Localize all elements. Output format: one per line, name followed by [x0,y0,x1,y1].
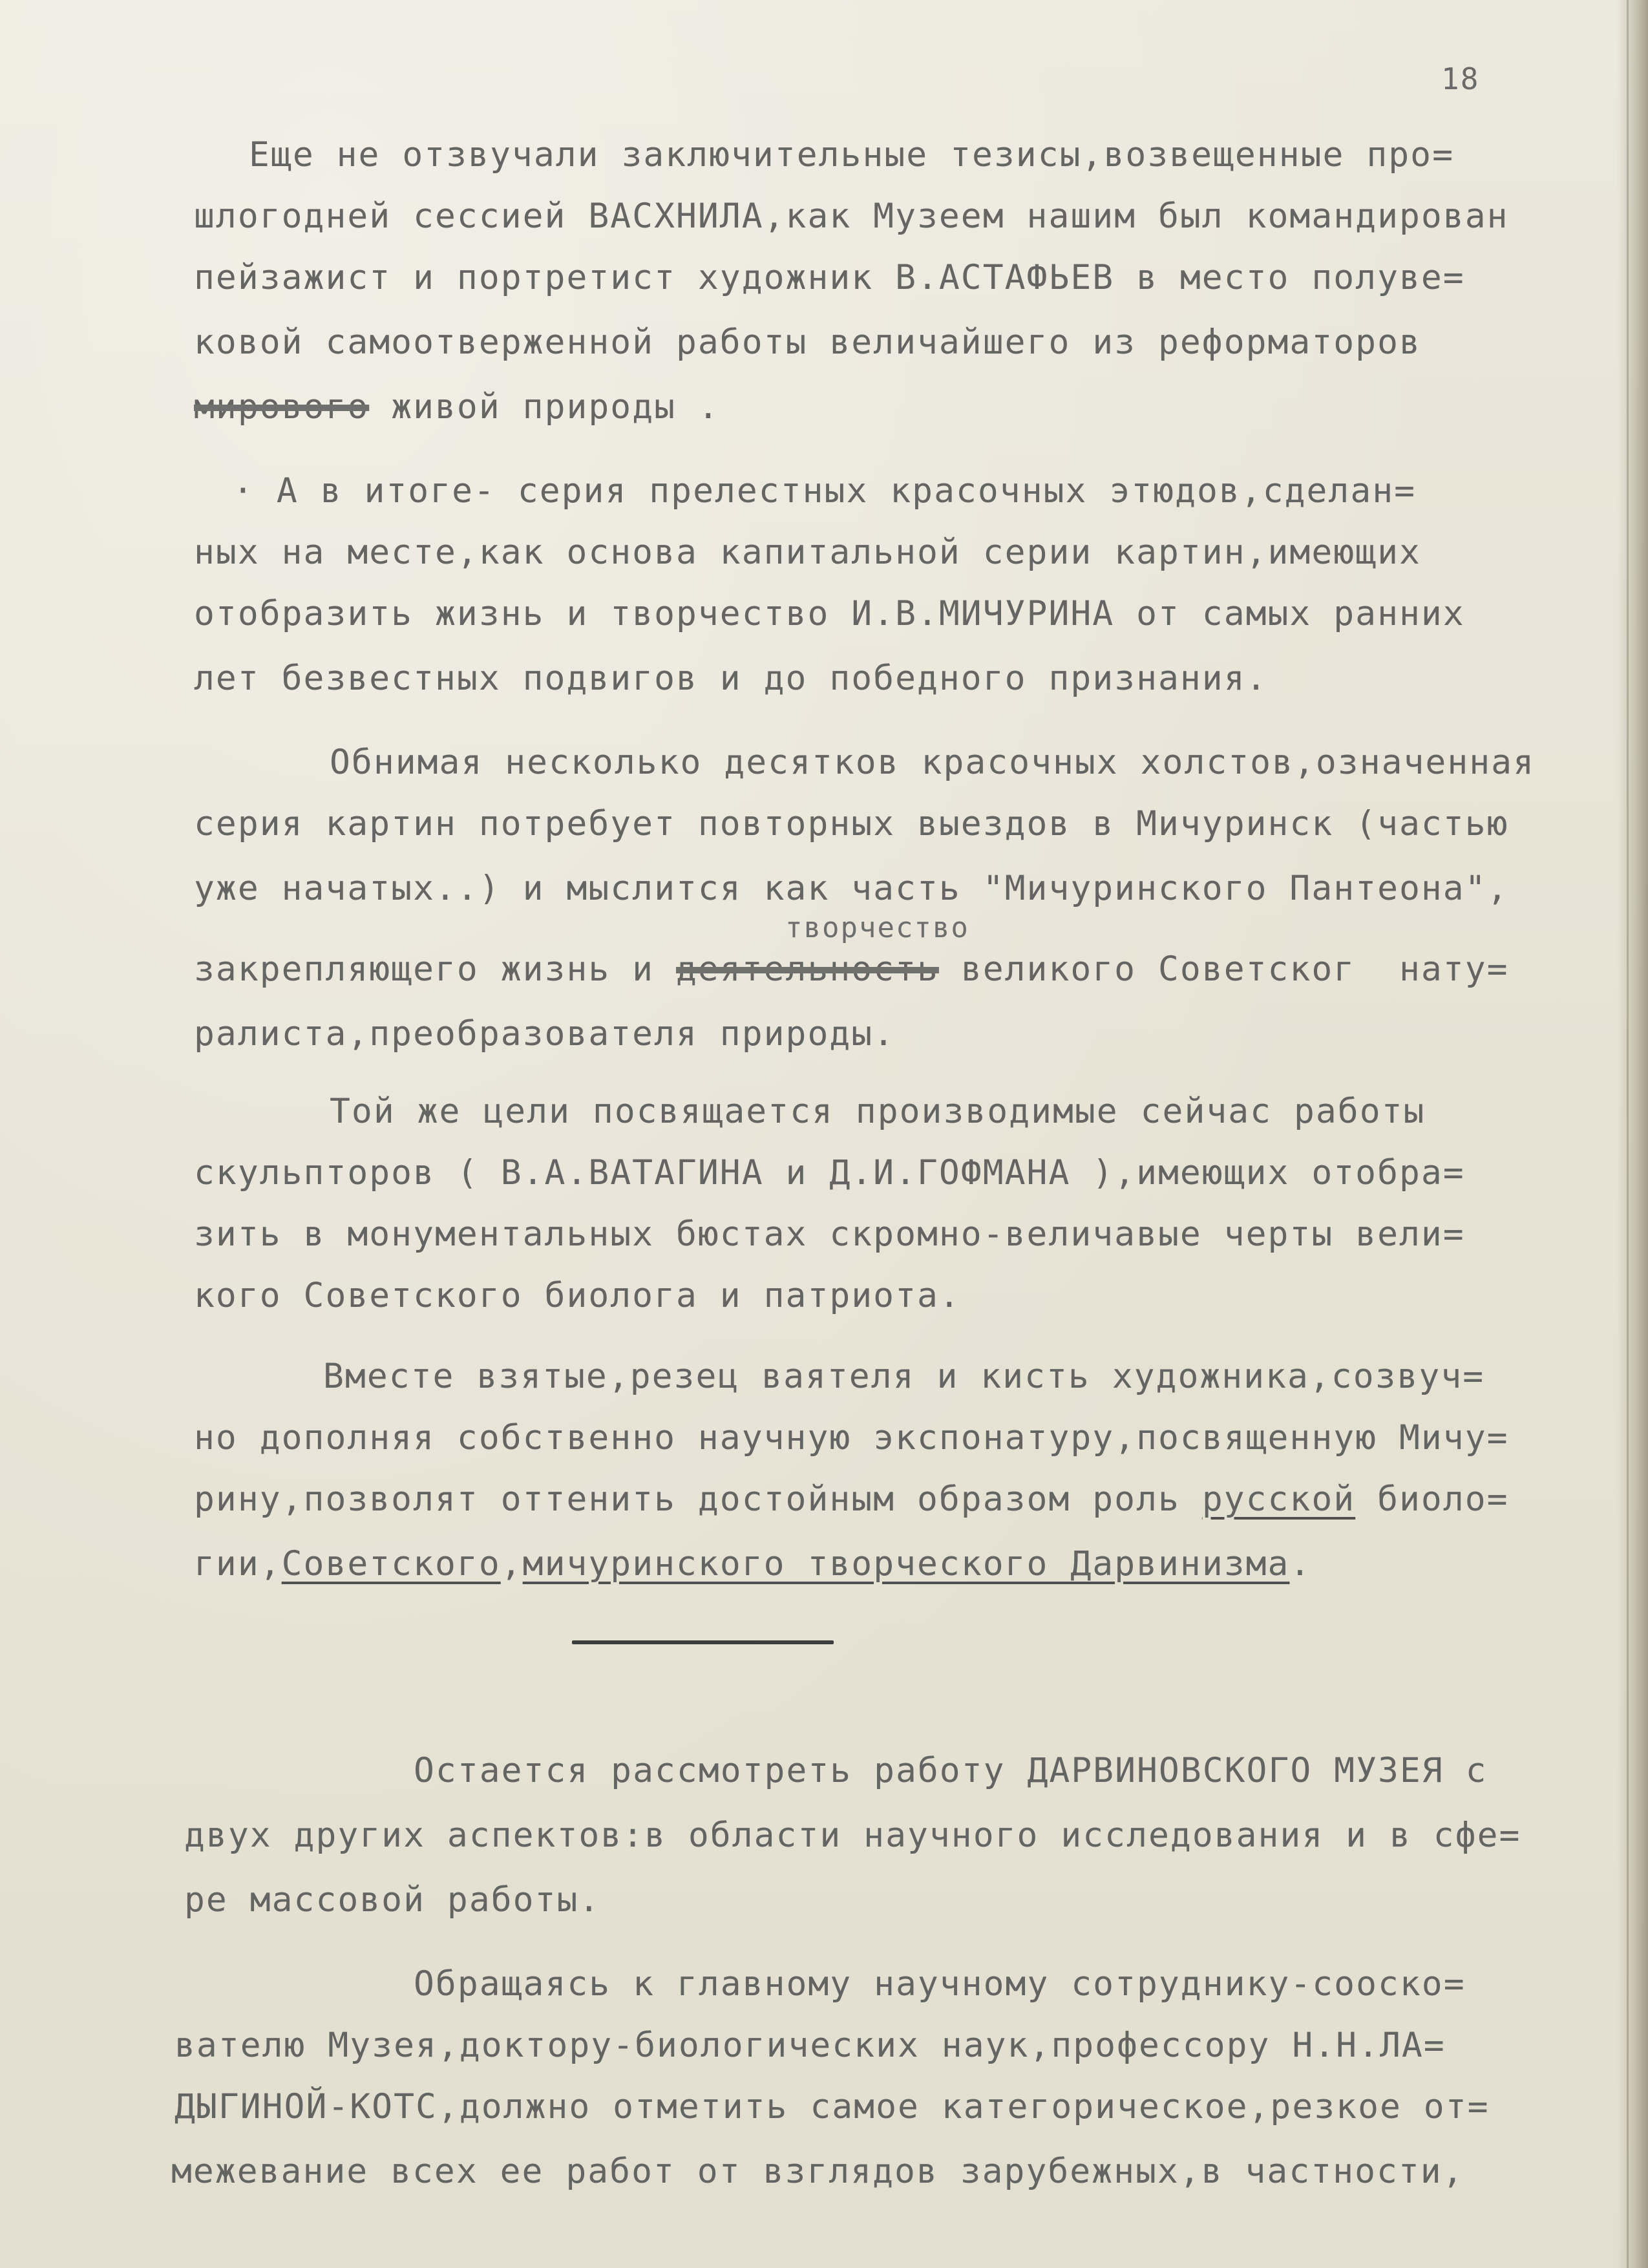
handwritten-insertion: творчество [785,911,969,944]
underlined-phrase-2: мичуринского творческого Дарвинизма [522,1544,1290,1584]
paragraph-2-line-2: ных на месте,как основа капитальной серии картин,имеющих [194,533,1421,572]
paragraph-5-line-3 [194,1480,1509,1519]
struck-word-2: деятельность [676,949,939,989]
paragraph-6-line-1: Остается рассмотреть работу ДАРВИНОВСКОГО МУЗЕЯ с [414,1751,1488,1790]
paragraph-1-line-1: Еще не отзвучали заключительные тезисы,возвещенные про= [249,135,1454,175]
paragraph-5-line-4 [194,1545,1311,1584]
section-divider [572,1640,834,1644]
paragraph-6-line-2: двух других аспектов:в области научного исследования и в сфе= [184,1816,1521,1855]
paragraph-2-line-3: отобразить жизнь и творчество И.В.МИЧУРИНА от самых ранних [194,594,1465,633]
paragraph-4-line-2: скульпторов ( В.А.ВАТАГИНА и Д.И.ГОФМАНА ),имеющих отобра= [194,1153,1465,1192]
paragraph-7-line-4: межевание всех ее работ от взглядов зарубежных,в частности, [171,2152,1464,2191]
paragraph-3-line-5: ралиста,преобразователя природы. [194,1014,896,1054]
paragraph-7-line-2: вателю Музея,доктору-биологических наук,профессору Н.Н.ЛА= [174,2026,1446,2065]
page-edge-line [1627,0,1629,2268]
line-3-end: биоло= [1355,1479,1509,1519]
line-3-text: рину,позволят оттенить достойным образом роль [194,1479,1180,1519]
paragraph-4-line-4: кого Советского биолога и патриота. [194,1276,961,1315]
paragraph-1-line-2: шлогодней сессией ВАСХНИЛА,как Музеем нашим был командирован [194,196,1509,236]
page-edge-shadow [1617,0,1648,2268]
paragraph-1-line-4: ковой самоотверженной работы величайшего из реформаторов [194,323,1421,362]
paragraph-7-line-3: ДЫГИНОЙ-КОТС,должно отметить самое категорическое,резкое от= [174,2087,1490,2126]
paragraph-3-line-3: уже начатых..) и мыслится как часть "Мичуринского Пантеона", [194,869,1509,908]
paragraph-1-line-3: пейзажист и портретист художник В.АСТАФЬЕВ в место полуве= [194,258,1465,297]
paragraph-3-line-4 [194,950,1509,989]
struck-word: мирового [194,387,370,427]
underlined-phrase-1: Советского [281,1544,501,1584]
line-4-start: закрепляющего жизнь и [194,949,676,989]
paragraph-1-line-5-text: живой природы . [391,387,720,427]
paragraph-5-line-1: Вместе взятые,резец ваятеля и кисть художника,созвуч= [323,1357,1485,1396]
paragraph-7-line-1: Обращаясь к главному научному сотруднику-сооско= [414,1964,1466,2004]
line-4-period: . [1289,1544,1312,1584]
line-4-comma: , [500,1544,523,1584]
line-4-end: великого Советског нату= [938,949,1509,989]
paragraph-3-line-1: Обнимая несколько десятков красочных холстов,означенная [330,743,1535,782]
paragraph-3-line-2: серия картин потребует повторных выездов в Мичуринск (частью [194,804,1509,843]
page-number: 18 [1441,61,1480,96]
paragraph-2-line-4: лет безвестных подвигов и до победного признания. [194,659,1268,698]
paragraph-5-line-2: но дополняя собственно научную экспонатуру,посвященную Мичу= [194,1418,1509,1457]
underlined-word: русской [1201,1479,1356,1519]
paragraph-2-line-1: · А в итоге- серия прелестных красочных этюдов,сделан= [233,471,1417,511]
paragraph-1-line-5 [194,388,720,427]
paragraph-6-line-3: ре массовой работы. [184,1880,601,1920]
paragraph-4-line-1: Той же цели посвящается производимые сейчас работы [330,1092,1426,1131]
line-4-prefix: гии, [194,1544,282,1584]
paragraph-4-line-3: зить в монументальных бюстах скромно-величавые черты вели= [194,1214,1465,1254]
